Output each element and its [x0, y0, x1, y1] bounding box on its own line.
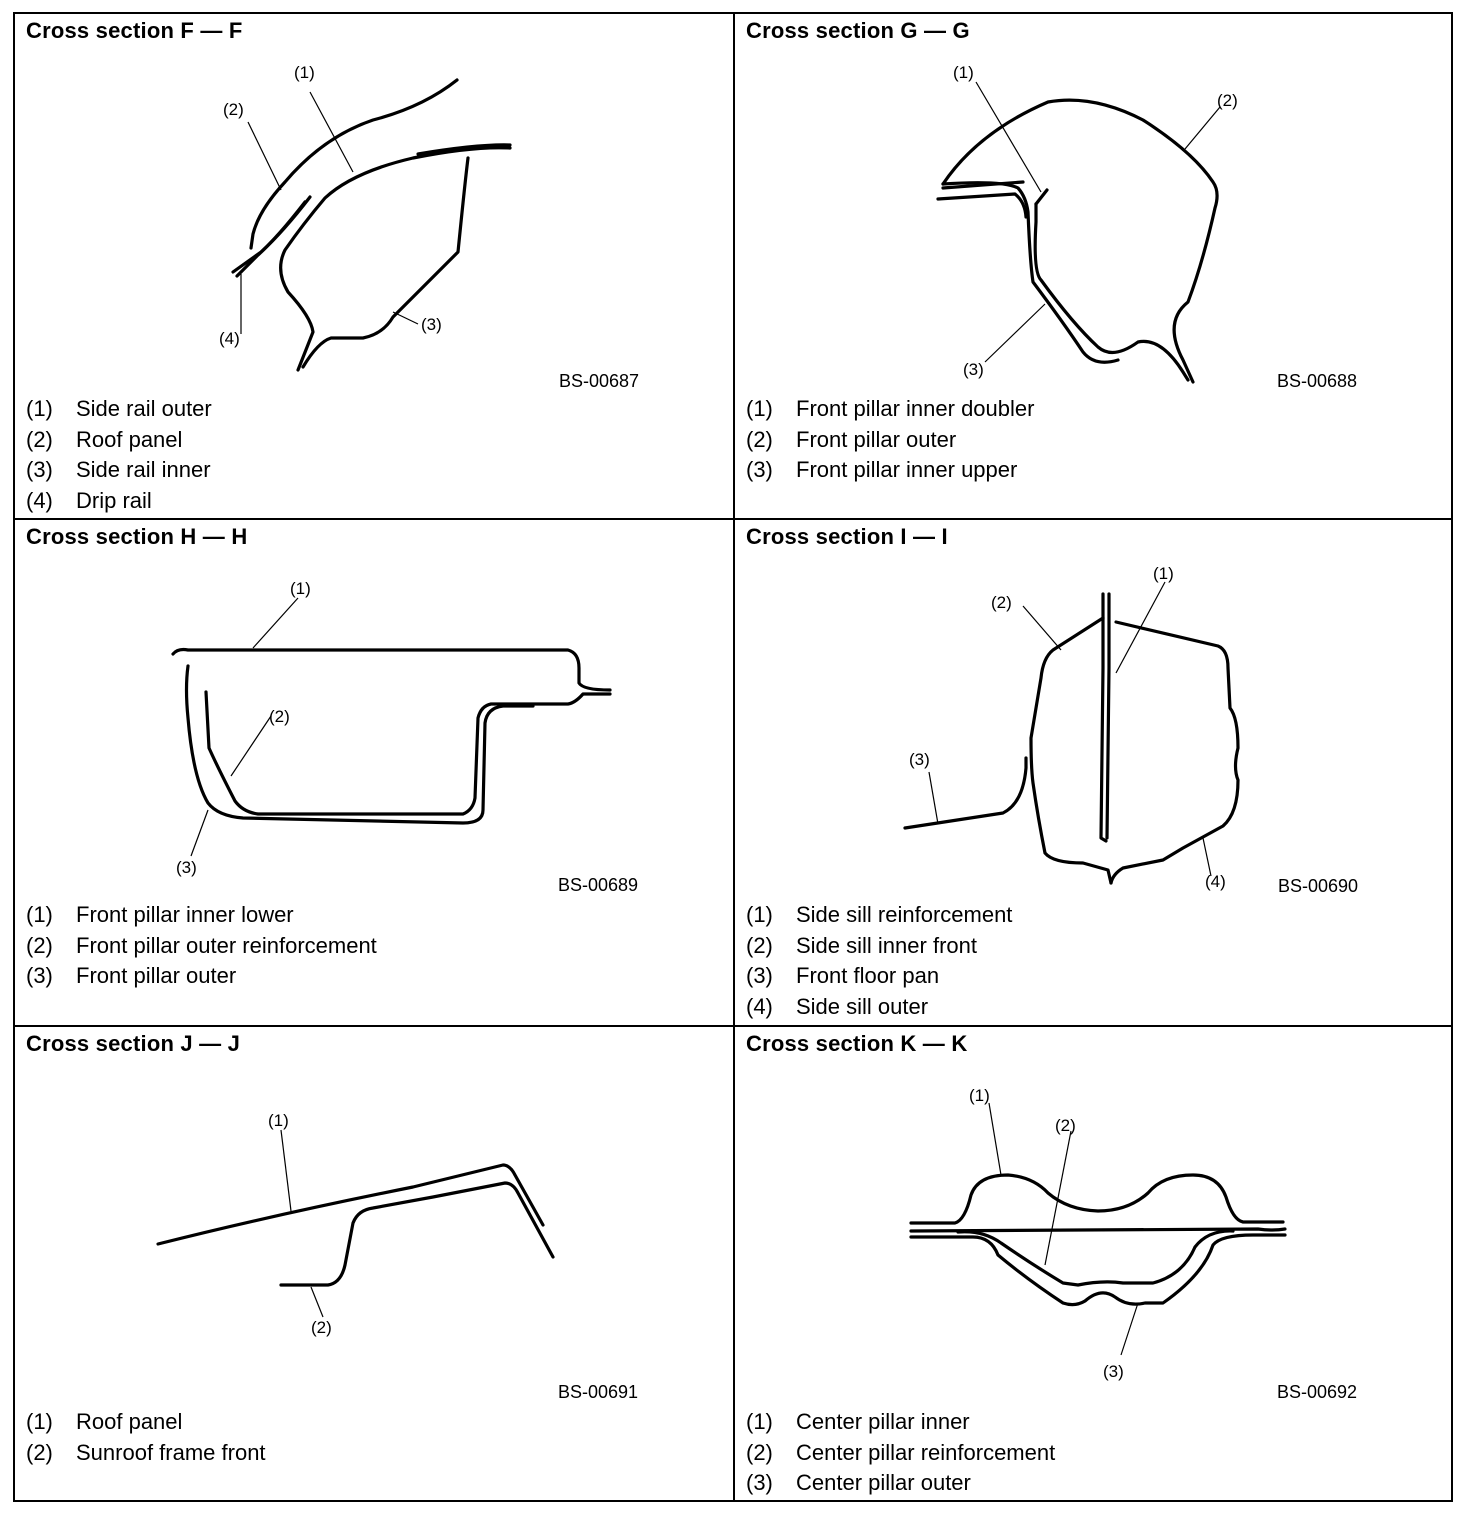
legend-label: Drip rail: [76, 488, 152, 514]
legend: [746, 900, 1012, 1023]
figure-code: BS-00687: [559, 371, 640, 391]
side-rail-inner-line: [303, 158, 468, 367]
legend-item: [746, 1468, 1055, 1499]
callout-1: (1): [290, 579, 311, 598]
panel-title: Cross section G — G: [746, 18, 970, 43]
legend: [26, 1407, 266, 1468]
sunroof-frame-front-line: [281, 1183, 553, 1285]
legend-num: (2): [26, 1439, 53, 1465]
callout-3: (3): [1103, 1362, 1124, 1381]
legend-item: [26, 425, 212, 456]
panel-section-k: [733, 1025, 1452, 1502]
drip-rail-line-2: [237, 202, 305, 276]
legend-item: [746, 1407, 1055, 1438]
panel-section-g: [733, 12, 1452, 518]
legend-item: [26, 931, 377, 962]
legend-num: (1): [746, 1409, 773, 1434]
legend-item: [26, 961, 377, 992]
flange-lower: [938, 194, 1026, 217]
callout-1: (1): [268, 1111, 289, 1130]
legend-item: [746, 931, 1012, 962]
panel-title: Cross section H — H: [26, 524, 248, 549]
figure-code: BS-00690: [1278, 876, 1359, 896]
panel-section-f: [13, 12, 732, 518]
legend-num: (2): [746, 1439, 773, 1465]
callout-1: (1): [1153, 564, 1174, 583]
legend: [26, 394, 212, 517]
legend-item: [746, 394, 1034, 425]
legend-num: (3): [746, 963, 773, 989]
legend-item: [26, 1407, 266, 1438]
legend-label: Sunroof frame front: [76, 1439, 266, 1465]
legend-num: (3): [746, 457, 773, 483]
section-k-drawing: [733, 1025, 1452, 1425]
roof-panel-line: [251, 80, 457, 248]
panel-section-h: [13, 518, 732, 1025]
legend-num: (4): [26, 488, 53, 514]
legend-label: Center pillar inner: [796, 1409, 970, 1434]
legend-num: (4): [746, 994, 773, 1020]
figure-code: BS-00688: [1277, 371, 1358, 391]
section-i-drawing: [733, 518, 1452, 918]
legend-label: Front pillar outer: [76, 963, 237, 989]
callout-2: (2): [311, 1318, 332, 1337]
legend-item: [746, 455, 1034, 486]
side-rail-outer-line: [281, 148, 510, 370]
center-pillar-outer-line: [911, 1235, 1285, 1305]
callout-1: (1): [953, 63, 974, 82]
legend-label: Front pillar inner upper: [796, 457, 1018, 483]
front-pillar-inner-lower-line: [173, 650, 610, 691]
center-pillar-inner-line: [911, 1175, 1283, 1223]
legend-label: Front pillar inner lower: [76, 902, 294, 927]
legend-num: (3): [746, 1470, 773, 1496]
legend-num: (2): [746, 932, 773, 958]
legend-label: Center pillar reinforcement: [796, 1439, 1056, 1465]
legend-item: [746, 992, 1012, 1023]
callout-2: (2): [269, 707, 290, 726]
panel-section-j: [13, 1025, 732, 1502]
legend-num: (2): [26, 426, 53, 452]
legend: [746, 1407, 1055, 1499]
legend-label: Roof panel: [76, 1409, 183, 1434]
legend-item: [26, 394, 212, 425]
panel-title: Cross section I — I: [746, 524, 948, 549]
figure-code: BS-00689: [558, 875, 639, 895]
legend-label: Front floor pan: [796, 963, 940, 989]
legend: [746, 394, 1034, 486]
side-sill-reinforcement-line-2: [1107, 594, 1109, 838]
legend-label: Front pillar inner doubler: [796, 396, 1035, 421]
side-sill-inner-front-line: [1031, 618, 1111, 883]
legend-item: [26, 1438, 266, 1469]
callout-3: (3): [421, 315, 442, 334]
legend-num: (2): [746, 426, 773, 452]
side-sill-outer-line: [1111, 622, 1238, 883]
side-sill-reinforcement-line: [1101, 594, 1106, 841]
legend: [26, 900, 377, 992]
front-pillar-outer-reinforcement-line: [187, 666, 534, 823]
figure-code: BS-00692: [1277, 1382, 1358, 1402]
callout-3: (3): [176, 858, 197, 877]
front-pillar-inner-lower-return: [206, 692, 610, 814]
legend-num: (1): [26, 1409, 53, 1434]
callout-1: (1): [294, 63, 315, 82]
legend-num: (1): [746, 396, 773, 421]
legend-label: Front pillar outer: [796, 426, 957, 452]
legend-label: Side rail inner: [76, 457, 211, 483]
callout-2: (2): [1217, 91, 1238, 110]
section-f-drawing: [13, 12, 732, 412]
legend-label: Side sill outer: [796, 994, 929, 1020]
legend-label: Roof panel: [76, 426, 183, 452]
legend-label: Front pillar outer reinforcement: [76, 932, 377, 958]
panel-title: Cross section J — J: [26, 1031, 241, 1056]
legend-num: (1): [746, 902, 773, 927]
doubler-tip: [1036, 190, 1047, 204]
section-h-drawing: [13, 518, 732, 918]
legend-num: (1): [26, 396, 53, 421]
callout-1: (1): [969, 1086, 990, 1105]
front-pillar-inner-upper-line: [943, 183, 1118, 363]
legend-item: [746, 425, 1034, 456]
front-pillar-inner-doubler-line: [1035, 204, 1188, 380]
legend-num: (2): [26, 932, 53, 958]
callout-3: (3): [963, 360, 984, 379]
panel-section-i: [733, 518, 1452, 1025]
panel-title: Cross section K — K: [746, 1031, 968, 1056]
callout-3: (3): [909, 750, 930, 769]
front-pillar-outer-line: [943, 100, 1217, 382]
figure-code: BS-00691: [558, 1382, 639, 1402]
section-g-drawing: [733, 12, 1452, 412]
legend-label: Center pillar outer: [796, 1470, 971, 1496]
callout-2: (2): [223, 100, 244, 119]
panel-title: Cross section F — F: [26, 18, 243, 43]
callout-2: (2): [991, 593, 1012, 612]
legend-label: Side sill inner front: [796, 932, 977, 958]
legend-num: (1): [26, 902, 53, 927]
legend-item: [746, 1438, 1055, 1469]
callout-4: (4): [219, 329, 240, 348]
legend-item: [26, 455, 212, 486]
legend-item: [746, 961, 1012, 992]
legend-item: [26, 900, 377, 931]
legend-num: (3): [26, 963, 53, 989]
legend-num: (3): [26, 457, 53, 483]
legend-item: [746, 900, 1012, 931]
legend-item: [26, 486, 212, 517]
legend-label: Side rail outer: [76, 396, 212, 421]
legend-label: Side sill reinforcement: [796, 902, 1013, 927]
callout-2: (2): [1055, 1116, 1076, 1135]
section-j-drawing: [13, 1025, 732, 1425]
callout-4: (4): [1205, 872, 1226, 891]
